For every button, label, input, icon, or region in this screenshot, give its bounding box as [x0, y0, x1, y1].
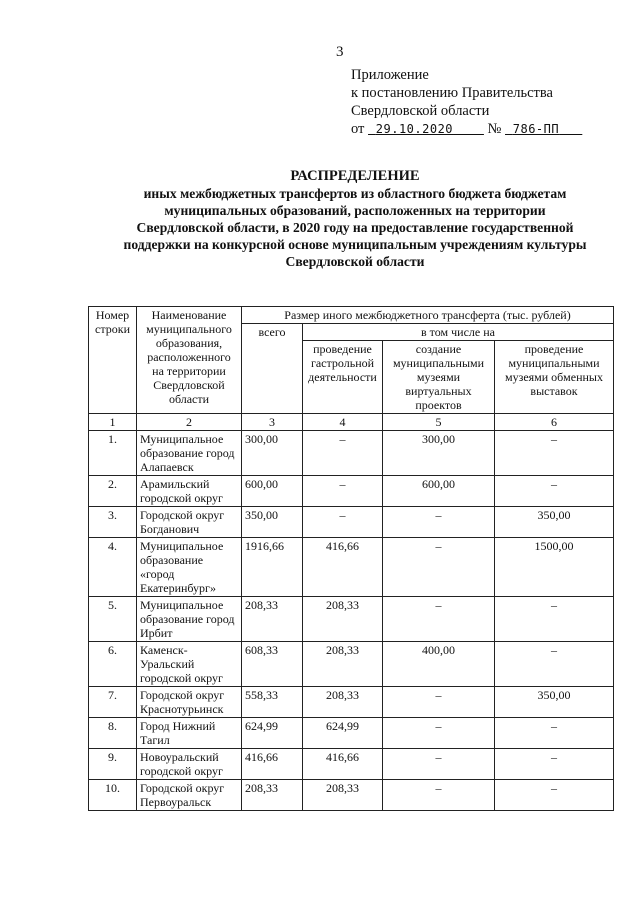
date-prefix: от [351, 121, 365, 137]
header-total: всего [242, 324, 303, 414]
title-line-2: муниципальных образований, расположенных на территории [164, 203, 546, 218]
tour-value: 208,33 [303, 597, 383, 642]
appendix-date-line [351, 120, 582, 138]
col-num-3: 3 [242, 414, 303, 431]
municipality-name: Муниципальное образование город Алапаевск [137, 431, 242, 476]
municipality-name: Арамильский городской округ [137, 476, 242, 507]
header-tour: проведение гастрольной деятельности [303, 341, 383, 414]
museum-value: 300,00 [383, 431, 495, 476]
exchange-value: 350,00 [495, 507, 614, 538]
museum-value: – [383, 507, 495, 538]
appendix-line-1: Приложение [351, 67, 429, 83]
tour-value: 208,33 [303, 780, 383, 811]
appendix-block [351, 66, 582, 138]
exchange-value: – [495, 718, 614, 749]
museum-value: – [383, 780, 495, 811]
document-title [70, 168, 640, 270]
exchange-value: – [495, 597, 614, 642]
museum-value: 400,00 [383, 642, 495, 687]
total-value: 208,33 [242, 597, 303, 642]
row-number: 5. [89, 597, 137, 642]
municipality-name: Городской округ Богданович [137, 507, 242, 538]
museum-value: 600,00 [383, 476, 495, 507]
total-value: 1916,66 [242, 538, 303, 597]
table-row [89, 687, 614, 718]
header-size: Размер иного межбюджетного трансферта (тыс. рублей) [242, 307, 614, 324]
exchange-value: 350,00 [495, 687, 614, 718]
decree-date: 29.10.2020 [375, 122, 454, 136]
municipality-name: Муниципальное образование город Ирбит [137, 597, 242, 642]
municipality-name: Городской округ Первоуральск [137, 780, 242, 811]
exchange-value: – [495, 780, 614, 811]
municipality-name: Муниципальное образование «город Екатеринбург» [137, 538, 242, 597]
tour-value: 416,66 [303, 538, 383, 597]
total-value: 208,33 [242, 780, 303, 811]
row-number: 8. [89, 718, 137, 749]
title-heading: РАСПРЕДЕЛЕНИЕ [290, 168, 420, 184]
col-num-5: 5 [383, 414, 495, 431]
museum-value: – [383, 538, 495, 597]
exchange-value: – [495, 642, 614, 687]
row-number: 10. [89, 780, 137, 811]
title-line-1: иных межбюджетных трансфертов из областного бюджета бюджетам [143, 186, 567, 201]
row-number: 9. [89, 749, 137, 780]
tour-value: 624,99 [303, 718, 383, 749]
total-value: 416,66 [242, 749, 303, 780]
title-line-3: Свердловской области, в 2020 году на предоставление государственной [136, 220, 574, 235]
distribution-table [88, 306, 614, 811]
decree-number: 786-ПП [512, 122, 560, 136]
total-value: 300,00 [242, 431, 303, 476]
row-number: 1. [89, 431, 137, 476]
tour-value: 208,33 [303, 687, 383, 718]
row-number: 3. [89, 507, 137, 538]
table-row [89, 749, 614, 780]
appendix-line-2: к постановлению Правительства [351, 85, 553, 101]
exchange-value: – [495, 749, 614, 780]
title-line-4: поддержки на конкурсной основе муниципальным учреждениям культуры [123, 237, 587, 252]
municipality-name: Каменск-Уральский городской округ [137, 642, 242, 687]
header-row-number: Номер строки [89, 307, 137, 414]
exchange-value: – [495, 476, 614, 507]
col-num-1: 1 [89, 414, 137, 431]
municipality-name: Городской округ Краснотурьинск [137, 687, 242, 718]
tour-value: – [303, 476, 383, 507]
row-number: 7. [89, 687, 137, 718]
municipality-name: Новоуральский городской округ [137, 749, 242, 780]
table-row [89, 507, 614, 538]
tour-value: 416,66 [303, 749, 383, 780]
museum-value: – [383, 718, 495, 749]
col-num-4: 4 [303, 414, 383, 431]
tour-value: – [303, 507, 383, 538]
number-prefix: № [487, 121, 502, 137]
title-line-5: Свердловской области [285, 254, 425, 269]
column-number-row [89, 414, 614, 431]
row-number: 2. [89, 476, 137, 507]
total-value: 624,99 [242, 718, 303, 749]
total-value: 608,33 [242, 642, 303, 687]
table-row [89, 476, 614, 507]
museum-value: – [383, 597, 495, 642]
total-value: 558,33 [242, 687, 303, 718]
museum-value: – [383, 749, 495, 780]
header-name: Наименование муниципального образования, расположенного на территории Свердловской области [137, 307, 242, 414]
header-exchange: проведение муниципальными музеями обменных выставок [495, 341, 614, 414]
tour-value: 208,33 [303, 642, 383, 687]
museum-value: – [383, 687, 495, 718]
page-number: 3 [336, 44, 344, 60]
table-row [89, 538, 614, 597]
col-num-2: 2 [137, 414, 242, 431]
total-value: 350,00 [242, 507, 303, 538]
municipality-name: Город Нижний Тагил [137, 718, 242, 749]
total-value: 600,00 [242, 476, 303, 507]
row-number: 6. [89, 642, 137, 687]
header-museum: создание муниципальными музеями виртуальных проектов [383, 341, 495, 414]
table-row [89, 597, 614, 642]
exchange-value: 1500,00 [495, 538, 614, 597]
appendix-line-3: Свердловской области [351, 103, 490, 119]
exchange-value: – [495, 431, 614, 476]
header-including: в том числе на [303, 324, 614, 341]
col-num-6: 6 [495, 414, 614, 431]
tour-value: – [303, 431, 383, 476]
table-row [89, 780, 614, 811]
table-row [89, 642, 614, 687]
row-number: 4. [89, 538, 137, 597]
table-row [89, 718, 614, 749]
table-row [89, 431, 614, 476]
